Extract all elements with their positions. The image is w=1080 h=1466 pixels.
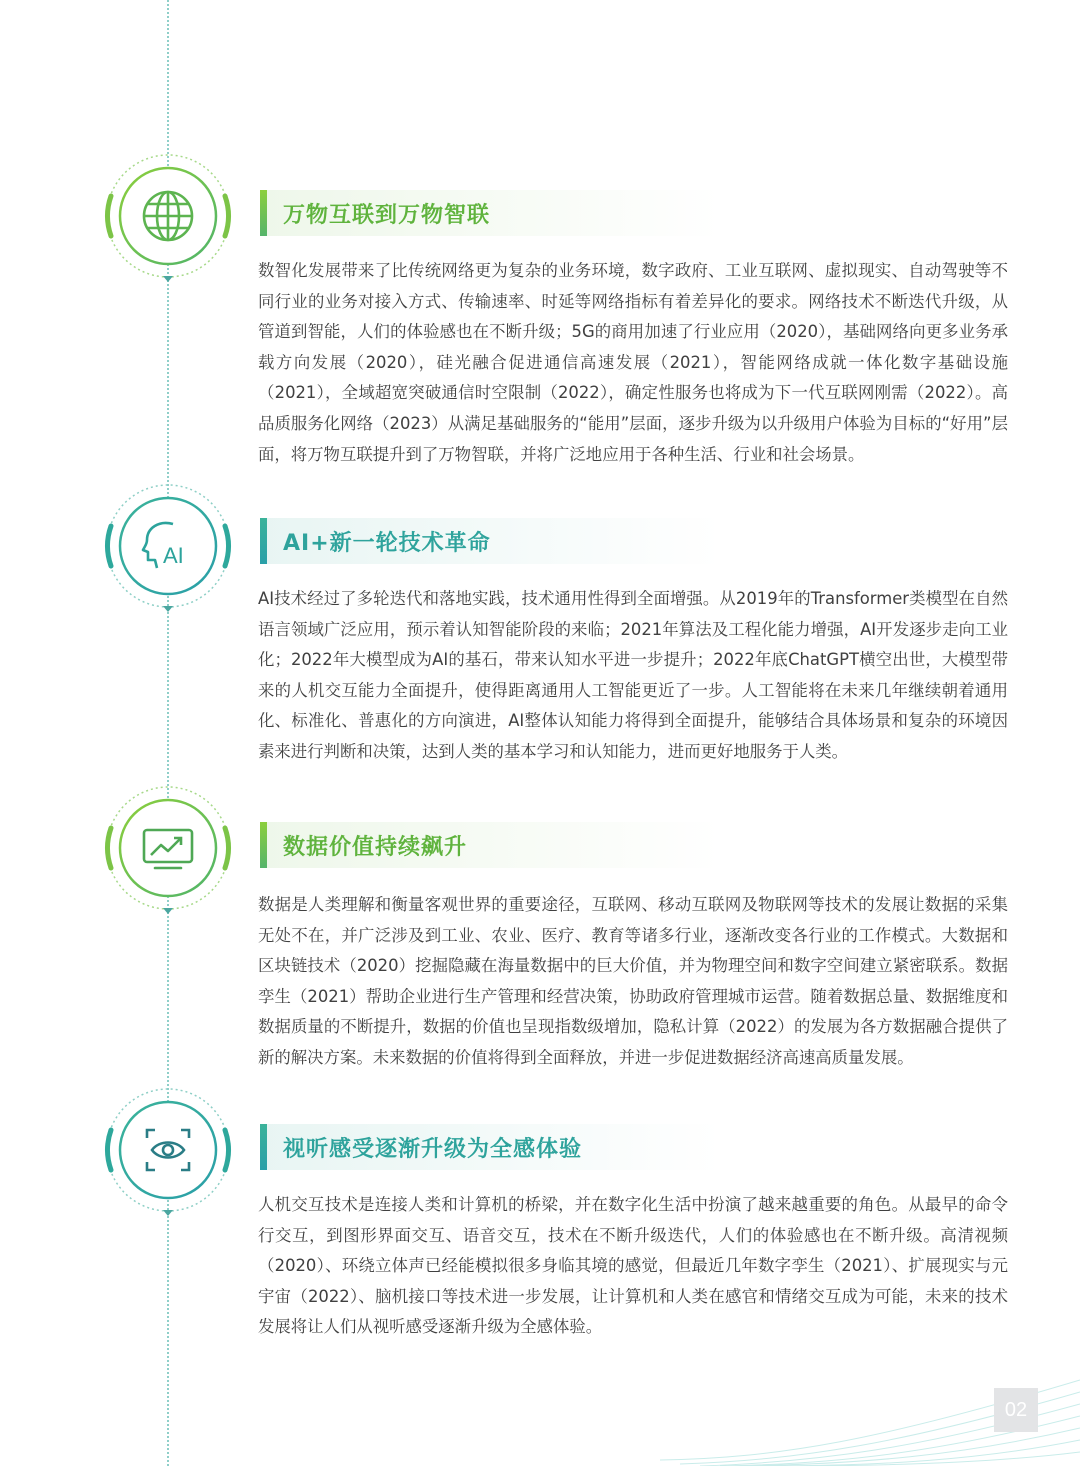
section-title: 视听感受逐渐升级为全感体验 — [283, 1136, 583, 1162]
section-header — [260, 822, 720, 868]
section-title: AI+新一轮技术革命 — [283, 530, 491, 556]
section-body: 数智化发展带来了比传统网络更为复杂的业务环境，数字政府、工业互联网、虚拟现实、自动驾驶等不同行业的业务对接入方式、传输速率、时延等网络指标有着差异化的要求。网络技术不断迭代升级，从管道到智能，人们的体验感也在不断升级；5G的商用加速了行业应用（2020），基础网络向更多业务承载方向发展（2020），硅光融合促进通信高速发展（2021），智能网络成就一体化数字基础设施（2021），全域超宽突破通信时空限制（2022），确定性服务也将成为下一代互联网刚需（2022）。高品质服务化网络（2023）从满足基础服务的“能用”层面，逐步升级为以升级用户体验为目标的“好用”层面，将万物互联提升到了万物智联，并将广泛地应用于各种生活、行业和社会场景。 — [258, 261, 1008, 464]
page-number: 02 — [994, 1388, 1038, 1432]
section-body: 数据是人类理解和衡量客观世界的重要途径，互联网、移动互联网及物联网等技术的发展让数据的采集无处不在，并广泛涉及到工业、农业、医疗、教育等诸多行业，逐渐改变各行业的工作模式。大数据和区块链技术（2020）挖掘隐藏在海量数据中的巨大价值，并为物理空间和数字空间建立紧密联系。数据孪生（2021）帮助企业进行生产管理和经营决策，协助政府管理城市运营。随着数据总量、数据维度和数据质量的不断提升，数据的价值也呈现指数级增加，隐私计算（2022）的发展为各方数据融合提供了新的解决方案。未来数据的价值将得到全面释放，并进一步促进数据经济高速高质量发展。 — [258, 895, 1008, 1067]
section-header — [260, 518, 720, 564]
section-title: 数据价值持续飙升 — [283, 834, 468, 860]
section-header — [260, 190, 720, 236]
section-body: 人机交互技术是连接人类和计算机的桥梁，并在数字化生活中扮演了越来越重要的角色。从最早的命令行交互，到图形界面交互、语音交互，技术在不断升级迭代，人们的体验感也在不断升级。高清视频（2020）、环绕立体声已经能模拟很多身临其境的感觉，但最近几年数字孪生（2021）、扩展现实与元宇宙（2022）、脑机接口等技术进一步发展，让计算机和人类在感官和情绪交互成为可能，未来的技术发展将让人们从视听感受逐渐升级为全感体验。 — [258, 1195, 1008, 1337]
trend-chart-icon — [103, 784, 233, 914]
header-accent-bar — [260, 190, 267, 236]
eye-scan-icon — [103, 1086, 233, 1216]
svg-text:AI: AI — [163, 543, 184, 568]
header-accent-bar — [260, 1124, 267, 1170]
header-accent-bar — [260, 822, 267, 868]
section-title: 万物互联到万物智联 — [283, 202, 491, 228]
section-body: AI技术经过了多轮迭代和落地实践，技术通用性得到全面增强。从2019年的Transformer类模型在自然语言领域广泛应用，预示着认知智能阶段的来临；2021年算法及工程化能力增强，AI开发逐步走向工业化；2022年大模型成为AI的基石，带来认知水平进一步提升；2022年底ChatGPT横空出世，大模型带来的人机交互能力全面提升，使得距离通用人工智能更近了一步。人工智能将在未来几年继续朝着通用化、标准化、普惠化的方向演进，AI整体认知能力将得到全面提升，能够结合具体场景和复杂的环境因素来进行判断和决策，达到人类的基本学习和认知能力，进而更好地服务于人类。 — [258, 589, 1008, 761]
globe-icon — [103, 152, 233, 282]
header-accent-bar — [260, 518, 267, 564]
ai-head-icon — [103, 482, 233, 612]
section-header — [260, 1124, 720, 1170]
